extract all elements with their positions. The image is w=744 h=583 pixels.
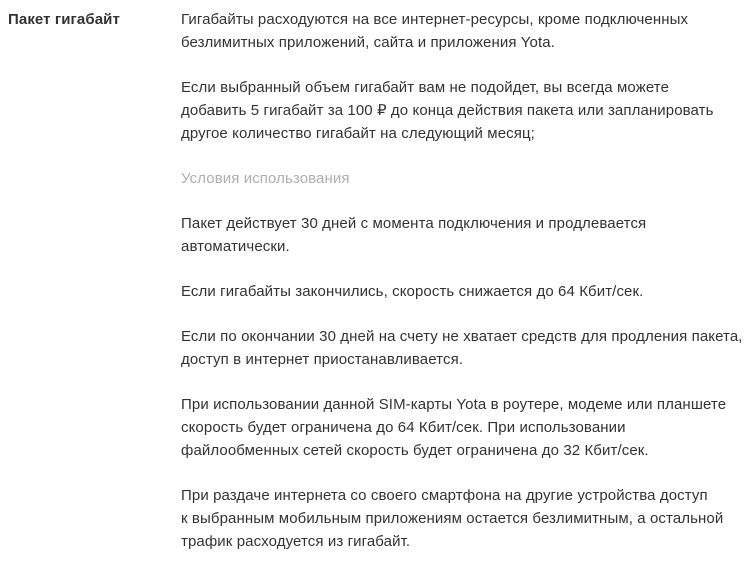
- paragraph: [181, 484, 726, 553]
- term-column: [0, 8, 181, 31]
- text-line: Пакет действует 30 дней с момента подключения и продлевается: [181, 215, 647, 232]
- text-line: доступ в интернет приостанавливается.: [181, 351, 464, 368]
- text-line: Если гигабайты закончились, скорость снижается до 64 Кбит/сек.: [181, 283, 644, 300]
- text-line: безлимитных приложений, сайта и приложения Yota.: [181, 34, 555, 51]
- text-line: трафик расходуется из гигабайт.: [181, 533, 411, 550]
- paragraph: [181, 212, 726, 258]
- text-line: скорость будет ограничена до 64 Кбит/сек. При использовании: [181, 419, 626, 436]
- paragraph: [181, 393, 726, 462]
- section-content: [181, 8, 743, 575]
- paragraph: [181, 8, 726, 54]
- text-line: При раздаче интернета со своего смартфона на другие устройства доступ: [181, 487, 708, 504]
- section-title: Пакет гигабайт: [8, 11, 120, 28]
- text-line: При использовании данной SIM-карты Yota в роутере, модеме или планшете: [181, 396, 727, 413]
- text-line: Если по окончании 30 дней на счету не хватает средств для продления пакета,: [181, 328, 743, 345]
- paragraph: [181, 76, 726, 145]
- text-line: Условия использования: [181, 170, 350, 187]
- paragraph: [181, 280, 726, 303]
- text-line: к выбранным мобильным приложениям остается безлимитным, а остальной: [181, 510, 724, 527]
- text-line: другое количество гигабайт на следующий месяц;: [181, 125, 535, 142]
- text-line: добавить 5 гигабайт за 100 ₽ до конца действия пакета или запланировать: [181, 102, 714, 119]
- text-line: Если выбранный объем гигабайт вам не подойдет, вы всегда можете: [181, 79, 670, 96]
- text-line: автоматически.: [181, 238, 290, 255]
- text-line: файлообменных сетей скорость будет ограничена до 32 Кбит/сек.: [181, 442, 649, 459]
- section-subheading: [181, 167, 726, 190]
- text-line: Гигабайты расходуются на все интернет-ресурсы, кроме подключенных: [181, 11, 689, 28]
- paragraph: [181, 325, 743, 371]
